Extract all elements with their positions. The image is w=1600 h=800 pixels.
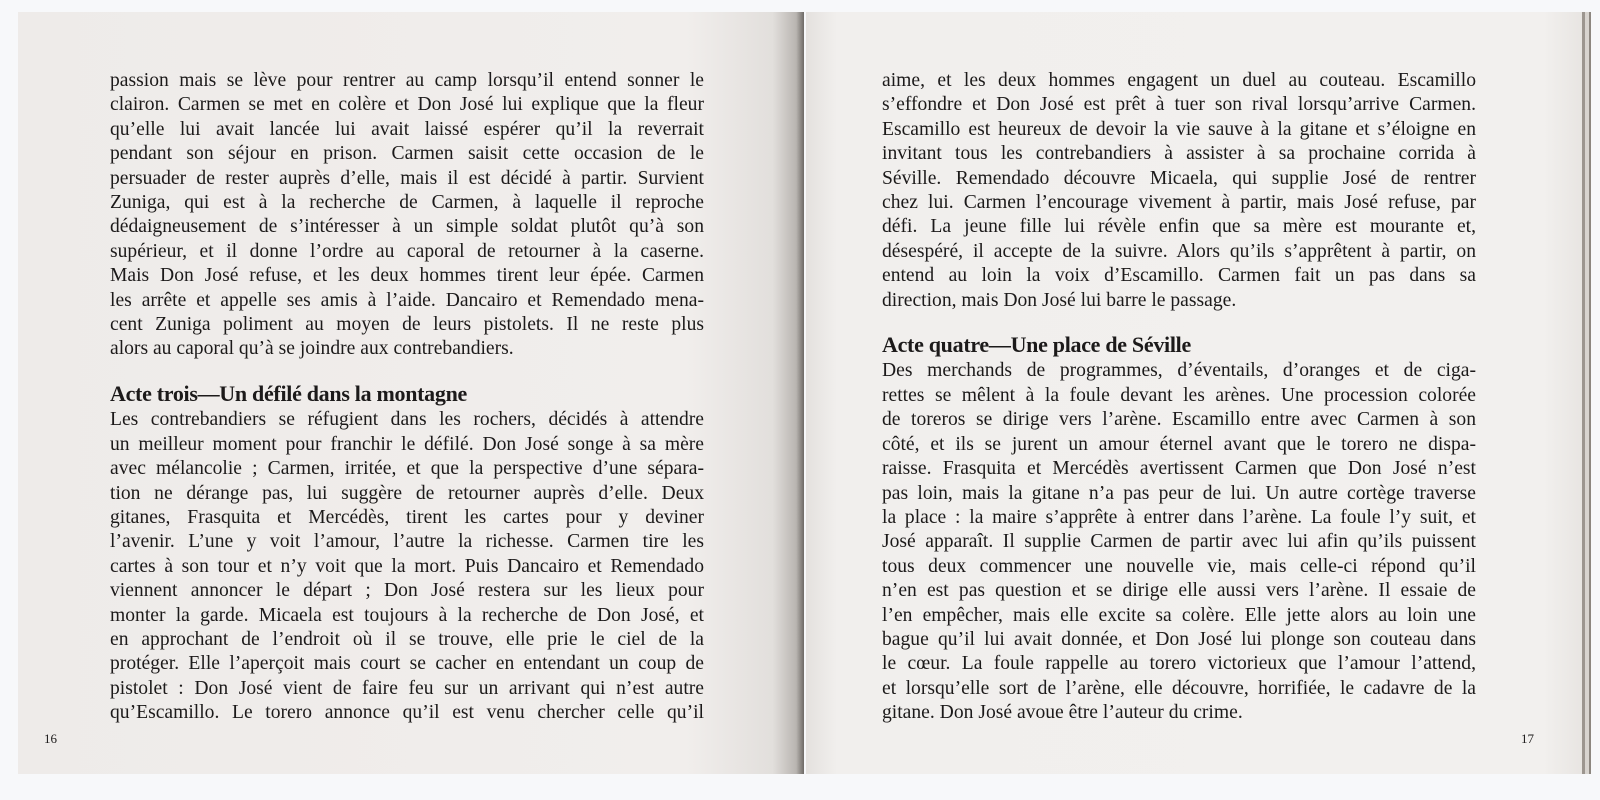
text-line: monter la garde. Micaela est toujours à la recherche de Don José, et bbox=[110, 604, 704, 626]
text-line: dédaigneusement de s’intéresser à un simple soldat plutôt qu’à son bbox=[110, 216, 704, 238]
text-line: de toreros se dirige vers l’arène. Escamillo entre avec Carmen à son bbox=[882, 409, 1476, 431]
text-line: la place : la maire s’apprête à entrer dans l’arène. La foule l’y suit, et bbox=[882, 506, 1476, 528]
text-line: cent Zuniga poliment au moyen de leurs pistolets. Il ne reste plus bbox=[110, 314, 704, 336]
text-line: clairon. Carmen se met en colère et Don José lui explique que la fleur bbox=[110, 94, 704, 116]
text-line: Zuniga, qui est à la recherche de Carmen, à laquelle il reproche bbox=[110, 192, 704, 214]
left-text-column bbox=[110, 69, 704, 726]
text-line: pistolet : Don José vient de faire feu sur un arrivant qui n’est autre bbox=[110, 677, 704, 699]
text-line: gitane. Don José avoue être l’auteur du crime. bbox=[882, 702, 1243, 724]
text-line: s’effondre et Don José est prêt à tuer son rival lorsqu’arrive Carmen. bbox=[882, 94, 1476, 116]
text-line: avec mélancolie ; Carmen, irritée, et que la perspective d’une sépara- bbox=[110, 458, 704, 480]
text-line: côté, et ils se jurent un amour éternel avant que le torero ne dispa- bbox=[882, 433, 1476, 455]
text-line: Mais Don José refuse, et les deux hommes tirent leur épée. Carmen bbox=[110, 265, 704, 287]
text-line: alors au caporal qu’à se joindre aux contrebandiers. bbox=[110, 338, 514, 360]
text-line: entend au loin la voix d’Escamillo. Carmen fait un pas dans sa bbox=[882, 265, 1476, 287]
text-line: gitanes, Frasquita et Mercédès, tirent les cartes pour y deviner bbox=[110, 506, 704, 528]
page-number: 17 bbox=[1521, 731, 1534, 746]
text-line: aime, et les deux hommes engagent un duel au couteau. Escamillo bbox=[882, 70, 1476, 91]
text-line: le cœur. La foule rappelle au torero victorieux que l’amour l’attend, bbox=[882, 653, 1476, 675]
text-line: défi. La jeune fille lui révèle enfin que sa mère est mourante et, bbox=[882, 216, 1476, 238]
text-line: raisse. Frasquita et Mercédès avertissent Carmen que Don José n’est bbox=[882, 458, 1476, 480]
section-heading-acte-trois: Acte trois—Un défilé dans la montagne bbox=[110, 380, 467, 406]
text-line: Des merchands de programmes, d’éventails, d’oranges et de ciga- bbox=[882, 360, 1476, 382]
text-line: rettes se mêlent à la foule devant les arènes. Une procession colorée bbox=[882, 384, 1476, 406]
text-line: direction, mais Don José lui barre le passage. bbox=[882, 289, 1237, 311]
text-line: tous deux commencer une nouvelle vie, mais celle-ci répond qu’il bbox=[882, 555, 1476, 577]
text-line: viennent annoncer le départ ; Don José restera sur les lieux pour bbox=[110, 580, 704, 602]
text-line: chez lui. Carmen l’encourage vivement à partir, mais José refuse, par bbox=[882, 192, 1476, 214]
section-heading-acte-quatre: Acte quatre—Une place de Séville bbox=[882, 332, 1191, 358]
text-line: José apparaît. Il supplie Carmen de partir avec lui afin qu’ils puissent bbox=[882, 531, 1476, 553]
text-line: Séville. Remendado découvre Micaela, qui supplie José de rentrer bbox=[882, 167, 1476, 189]
text-line: bague qu’il lui avait donnée, et Don José lui plonge son couteau dans bbox=[882, 628, 1476, 650]
text-line: n’en est pas question et se dirige elle aussi vers l’arène. Il essaie de bbox=[882, 580, 1476, 602]
right-text-column bbox=[882, 69, 1476, 726]
text-line: qu’elle lui avait lancée lui avait laissé espérer qu’il la reverrait bbox=[110, 118, 704, 140]
paragraph bbox=[882, 69, 1476, 313]
text-line: pendant son séjour en prison. Carmen saisit cette occasion de le bbox=[110, 143, 704, 165]
text-line: Les contrebandiers se réfugient dans les rochers, décidés à attendre bbox=[110, 409, 704, 431]
text-line: cartes à son tour et n’y voit que la mort. Puis Dancairo et Remendado bbox=[110, 555, 704, 577]
paragraph bbox=[110, 408, 704, 725]
text-line: et lorsqu’elle sort de l’arène, elle découvre, horrifiée, le cadavre de la bbox=[882, 677, 1476, 699]
text-line: passion mais se lève pour rentrer au camp lorsqu’il entend sonner le bbox=[110, 70, 704, 91]
text-line: pas loin, mais la gitane n’a pas peur de lui. Un autre cortège traverse bbox=[882, 482, 1476, 504]
text-line: désespéré, il accepte de la suivre. Alors qu’ils s’apprêtent à partir, on bbox=[882, 240, 1476, 262]
text-line: qu’Escamillo. Le torero annonce qu’il est venu chercher celle qu’il bbox=[110, 702, 704, 724]
right-page bbox=[806, 12, 1585, 774]
text-line: les arrête et appelle ses amis à l’aide. Dancairo et Remendado mena- bbox=[110, 289, 704, 311]
left-page bbox=[18, 12, 804, 774]
text-line: en approchant de l’endroit où il se trouve, elle prie le ciel de la bbox=[110, 628, 704, 650]
text-line: Escamillo est heureux de devoir la vie sauve à la gitane et s’éloigne en bbox=[882, 118, 1476, 140]
text-line: invitant tous les contrebandiers à assister à sa prochaine corrida à bbox=[882, 143, 1476, 165]
text-line: tion ne dérange pas, lui suggère de retourner auprès d’elle. Deux bbox=[110, 482, 704, 504]
text-line: l’avenir. L’une y voit l’amour, l’autre la richesse. Carmen tire les bbox=[110, 531, 704, 553]
text-line: supérieur, et il donne l’ordre au caporal de retourner à la caserne. bbox=[110, 240, 704, 262]
paragraph bbox=[110, 69, 704, 362]
text-line: protéger. Elle l’aperçoit mais court se cacher en entendant un coup de bbox=[110, 653, 704, 675]
paragraph bbox=[882, 359, 1476, 725]
text-line: un meilleur moment pour franchir le défilé. Don José songe à sa mère bbox=[110, 433, 704, 455]
page-number: 16 bbox=[44, 731, 57, 746]
text-line: persuader de rester auprès d’elle, mais il est décidé à partir. Survient bbox=[110, 167, 704, 189]
text-line: l’en empêcher, mais elle excite sa colère. Elle jette alors au loin une bbox=[882, 604, 1476, 626]
